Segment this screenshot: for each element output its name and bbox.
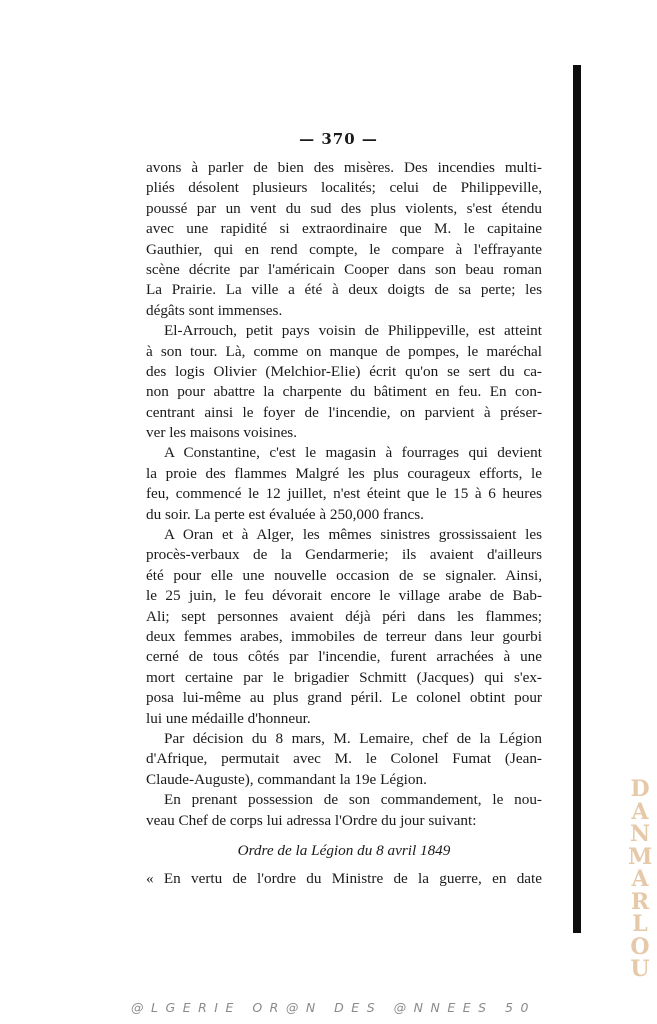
text-line: cerné de tous côtés par l'incendie, furent arrachées à une xyxy=(146,648,542,666)
text-line: ver les maisons voisines. xyxy=(146,424,298,442)
footer-caption: @LGERIE OR@N DES @NNEES 50 xyxy=(131,1000,536,1015)
text-line: été pour elle une nouvelle occasion de se signaler. Ainsi, xyxy=(146,566,542,584)
text-line: avec une rapidité si extraordinaire que M. le capitaine xyxy=(146,220,542,238)
text-line: d'Afrique, permutait avec M. le Colonel Fumat (Jean- xyxy=(146,750,542,768)
text-line: des logis Olivier (Melchior-Elie) écrit qu'on se sert du ca- xyxy=(146,362,542,380)
text-line: El-Arrouch, petit pays voisin de Philippeville, est atteint xyxy=(164,322,542,340)
page-body xyxy=(146,158,542,890)
text-line: dégâts sont immenses. xyxy=(146,301,283,319)
text-line: la proie des flammes Malgré les plus courageux efforts, le xyxy=(146,464,542,482)
text-line: non pour abattre la charpente du bâtiment en feu. En con- xyxy=(146,383,542,401)
book-spine-shadow xyxy=(573,65,581,933)
text-line: « En vertu de l'ordre du Ministre de la guerre, en date xyxy=(146,870,542,888)
text-line: Gauthier, qui en rend compte, le compare à l'effrayante xyxy=(146,240,542,258)
text-line: La Prairie. La ville a été à deux doigts de sa perte; les xyxy=(146,281,542,299)
text-line: du soir. La perte est évaluée à 250,000 francs. xyxy=(146,505,424,523)
text-line: veau Chef de corps lui adressa l'Ordre du jour suivant: xyxy=(146,811,477,829)
page-number: — 370 — xyxy=(299,130,378,148)
text-line: En prenant possession de son commandement, le nou- xyxy=(164,791,542,809)
text-line: poussé par un vent du sud des plus violents, s'est étendu xyxy=(146,199,542,217)
text-line: Par décision du 8 mars, M. Lemaire, chef de la Légion xyxy=(164,729,542,747)
watermark-logo: D A N M A R L O U xyxy=(628,776,653,982)
text-line: A Oran et à Alger, les mêmes sinistres grossissaient les xyxy=(164,526,542,544)
text-line: posa lui-même au plus grand péril. Le colonel obtint pour xyxy=(146,689,542,707)
text-line: avons à parler de bien des misères. Des incendies multi- xyxy=(146,159,542,176)
text-line: mort certaine par le brigadier Schmitt (Jacques) qui s'ex- xyxy=(146,668,542,686)
text-line: Claude-Auguste), commandant la 19e Légion. xyxy=(146,770,427,788)
text-line: feu, commencé le 12 juillet, n'est éteint que le 15 à 6 heures xyxy=(146,485,542,503)
order-title: Ordre de la Légion du 8 avril 1849 xyxy=(237,841,451,859)
text-line: Ali; sept personnes avaient déjà péri dans les flammes; xyxy=(146,607,542,625)
text-line: centrant ainsi le foyer de l'incendie, on parvient à préser- xyxy=(146,403,542,421)
text-line: pliés désolent plusieurs localités; celui de Philippeville, xyxy=(146,179,542,197)
text-line: lui une médaille d'honneur. xyxy=(146,709,311,727)
text-line: le 25 juin, le feu dévorait encore le village arabe de Bab- xyxy=(146,587,542,605)
text-line: A Constantine, c'est le magasin à fourrages qui devient xyxy=(164,444,542,462)
text-line: à son tour. Là, comme on manque de pompes, le maréchal xyxy=(146,342,542,360)
text-line: procès-verbaux de la Gendarmerie; ils avaient d'ailleurs xyxy=(146,546,542,564)
text-line: deux femmes arabes, immobiles de terreur dans leur gourbi xyxy=(146,627,542,645)
text-line: scène décrite par l'américain Cooper dans son beau roman xyxy=(146,260,542,278)
